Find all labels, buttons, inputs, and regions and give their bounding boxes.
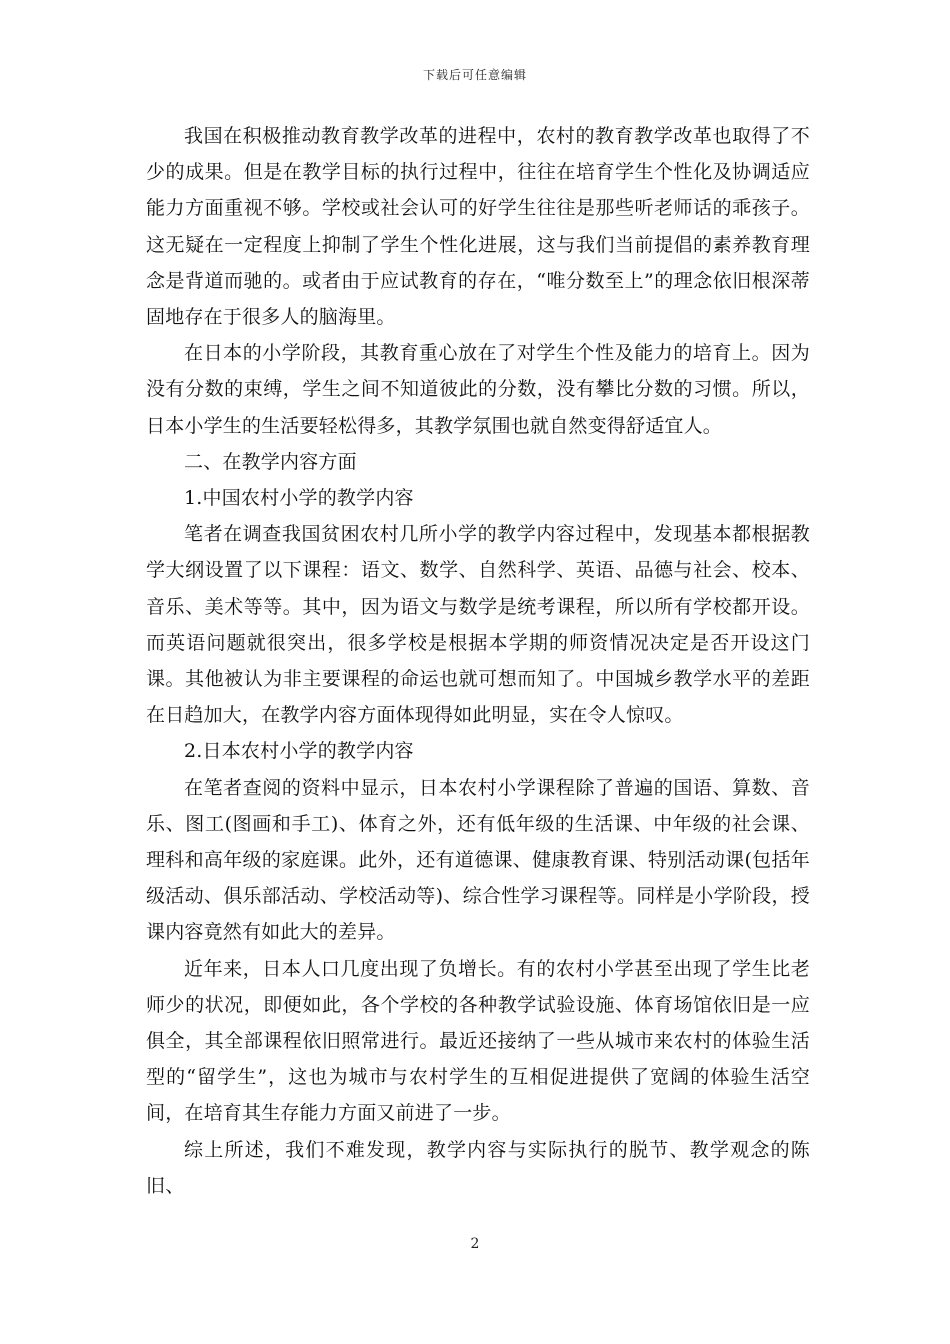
paragraph-3: 笔者在调查我国贫困农村几所小学的教学内容过程中，发现基本都根据教学大纲设置了以下课程：语文、数学、自然科学、英语、品德与社会、校本、音乐、美术等等。其中，因为语文与数学是统考课程，所以所有学校都开设。而英语问题就很突出，很多学校是根据本学期的师资情况决定是否开设这门课。其他被认为非主要课程的命运也就可想而知了。中国城乡教学水平的差距在日趋加大，在教学内容方面体现得如此明显，实在令人惊叹。 [146, 523, 810, 727]
page-header-note: 下载后可任意编辑 [422, 68, 527, 82]
paragraph-2: 在日本的小学阶段，其教育重心放在了对学生个性及能力的培育上。因为没有分数的束缚，学生之间不知道彼此的分数，没有攀比分数的习惯。所以，日本小学生的生活要轻松得多，其教学氛围也就自然变得舒适宜人。 [146, 342, 810, 437]
document-body [146, 118, 810, 1204]
paragraph-1: 我国在积极推动教育教学改革的进程中，农村的教育教学改革也取得了不少的成果。但是在教学目标的执行过程中，往往在培育学生个性化及协调适应能力方面重视不够。学校或社会认可的好学生往往是那些听老师话的乖孩子。这无疑在一定程度上抑制了学生个性化进展，这与我们当前提倡的素养教育理念是背道而驰的。或者由于应试教育的存在，“唯分数至上”的理念依旧根深蒂固地存在于很多人的脑海里。 [146, 125, 810, 329]
section-heading-teaching-content: 二、在教学内容方面 [184, 450, 357, 473]
page-number: 2 [470, 1236, 480, 1252]
paragraph-6: 综上所述，我们不难发现，教学内容与实际执行的脱节、教学观念的陈旧、 [146, 1138, 810, 1197]
paragraph-5: 近年来，日本人口几度出现了负增长。有的农村小学甚至出现了学生比老师少的状况，即便如此，各个学校的各种教学试验设施、体育场馆依旧是一应俱全，其全部课程依旧照常进行。最近还接纳了一些从城市来农村的体验生活型的“留学生”，这也为城市与农村学生的互相促进提供了宽阔的体验生活空间，在培育其生存能力方面又前进了一步。 [146, 957, 810, 1125]
paragraph-4: 在笔者查阅的资料中显示，日本农村小学课程除了普遍的国语、算数、音乐、图工(图画和手工)、体育之外，还有低年级的生活课、中年级的社会课、理科和高年级的家庭课。此外，还有道德课、健康教育课、特别活动课(包括年级活动、俱乐部活动、学校活动等)、综合性学习课程等。同样是小学阶段，授课内容竟然有如此大的差异。 [146, 776, 810, 944]
subheading-japan-rural-content: 2.日本农村小学的教学内容 [184, 740, 414, 763]
subheading-china-rural-content: 1.中国农村小学的教学内容 [184, 487, 414, 510]
